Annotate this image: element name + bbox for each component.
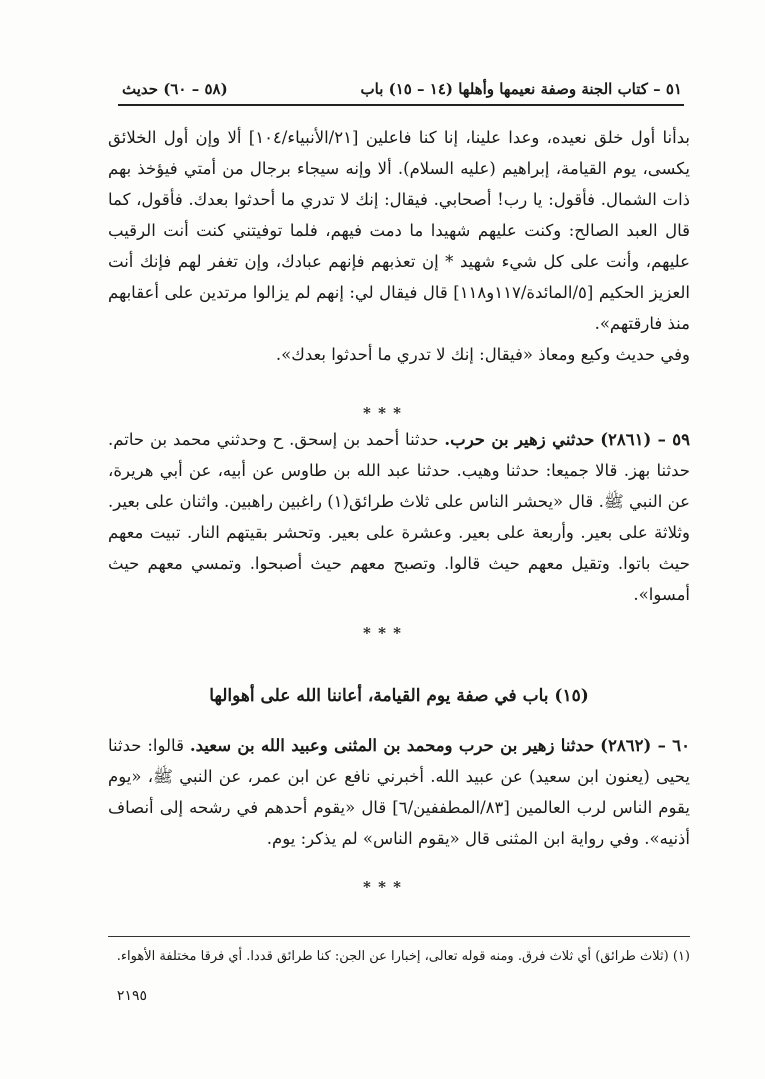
- hadith-59-text: حدثنا أحمد بن إسحق. ح وحدثني محمد بن حاتم. حدثنا بهز. قالا جميعا: حدثنا وهيب. حدثنا عبد الله بن طاوس عن أبيه، عن أبي هريرة، عن النبي ﷺ. قال «يحشر الناس على ثلاث طرائق(١) راغبين راهبين. واثنان على بعير. وثلاثة على بعير. وأربعة على بعير. وعشرة على بعير. وتحشر بقيتهم النار. تبيت معهم حيث باتوا. وتقيل معهم حيث قالوا. وتصبح معهم حيث أصبحوا. وتمسي معهم حيث أمسوا».: [108, 430, 690, 604]
- section-1-text: [108, 122, 690, 370]
- hadith-60-paragraph: [108, 730, 690, 854]
- hadith-59-number: ٥٩ – (٢٨٦١): [600, 430, 691, 449]
- header-rule: [118, 104, 684, 106]
- hadith-60-number: ٦٠ – (٢٨٦٢): [600, 736, 691, 755]
- hadith-59-paragraph: [108, 424, 690, 610]
- separator-stars: * * *: [363, 404, 402, 422]
- footnote: (١) (ثلاث طرائق) أي ثلاث فرق. ومنه قوله تعالى، إخبارا عن الجن: كنا طرائق قددا. أي فرقا مختلفة الأهواء.: [116, 949, 690, 964]
- footnote-rule: [108, 936, 690, 937]
- chapter-15-heading: (١٥) باب في صفة يوم القيامة، أعاننا الله على أهوالها: [209, 686, 589, 706]
- separator-stars: * * *: [363, 624, 402, 642]
- running-header: [122, 74, 682, 104]
- header-book-chapter: ٥١ – كتاب الجنة وصفة نعيمها وأهلها (١٤ – ١٥) باب: [360, 80, 682, 98]
- hadith-60-lead: حدثنا زهير بن حرب ومحمد بن المثنى وعبيد الله بن سعيد.: [189, 736, 595, 755]
- hadith-59: [108, 424, 690, 610]
- hadith-60: [108, 730, 690, 854]
- section-1-paragraph: بدأنا أول خلق نعيده، وعدا علينا، إنا كنا فاعلين [٢١/الأنبياء/١٠٤] ألا وإن أول الخلائق يكسى، يوم القيامة، إبراهيم (عليه السلام). ألا وإنه سيجاء برجال من أمتي فيؤخذ بهم ذات الشمال. فأقول: يا رب! أصحابي. فيقال: إنك لا تدري ما أحدثوا بعدك. فأقول، كما قال العبد الصالح: وكنت عليهم شهيدا ما دمت فيهم، فلما توفيتني كنت أنت الرقيب عليهم، وأنت على كل شيء شهيد * إن تعذبهم فإنهم عبادك، وإن تغفر لهم فإنك أنت العزيز الحكيم [٥/المائدة/١١٧و١١٨] قال فيقال لي: إنهم لم يزالوا مرتدين على أعقابهم منذ فارقتهم».: [108, 128, 690, 333]
- hadith-60-text: قالوا: حدثنا يحيى (يعنون ابن سعيد) عن عبيد الله. أخبرني نافع عن ابن عمر، عن النبي ﷺ، «يوم يقوم الناس لرب العالمين [٨٣/المطففين/٦] قال «يقوم أحدهم في رشحه إلى أنصاف أذنيه». وفي رواية ابن المثنى قال «يقوم الناس» لم يذكر: يوم.: [108, 736, 690, 848]
- hadith-59-lead: حدثني زهير بن حرب.: [444, 430, 595, 449]
- header-hadith-range: (٥٨ – ٦٠) حديث: [122, 80, 228, 98]
- section-1-tail: وفي حديث وكيع ومعاذ «فيقال: إنك لا تدري ما أحدثوا بعدك».: [275, 345, 690, 364]
- separator-stars: * * *: [363, 878, 402, 896]
- page-number: ٢١٩٥: [116, 988, 147, 1004]
